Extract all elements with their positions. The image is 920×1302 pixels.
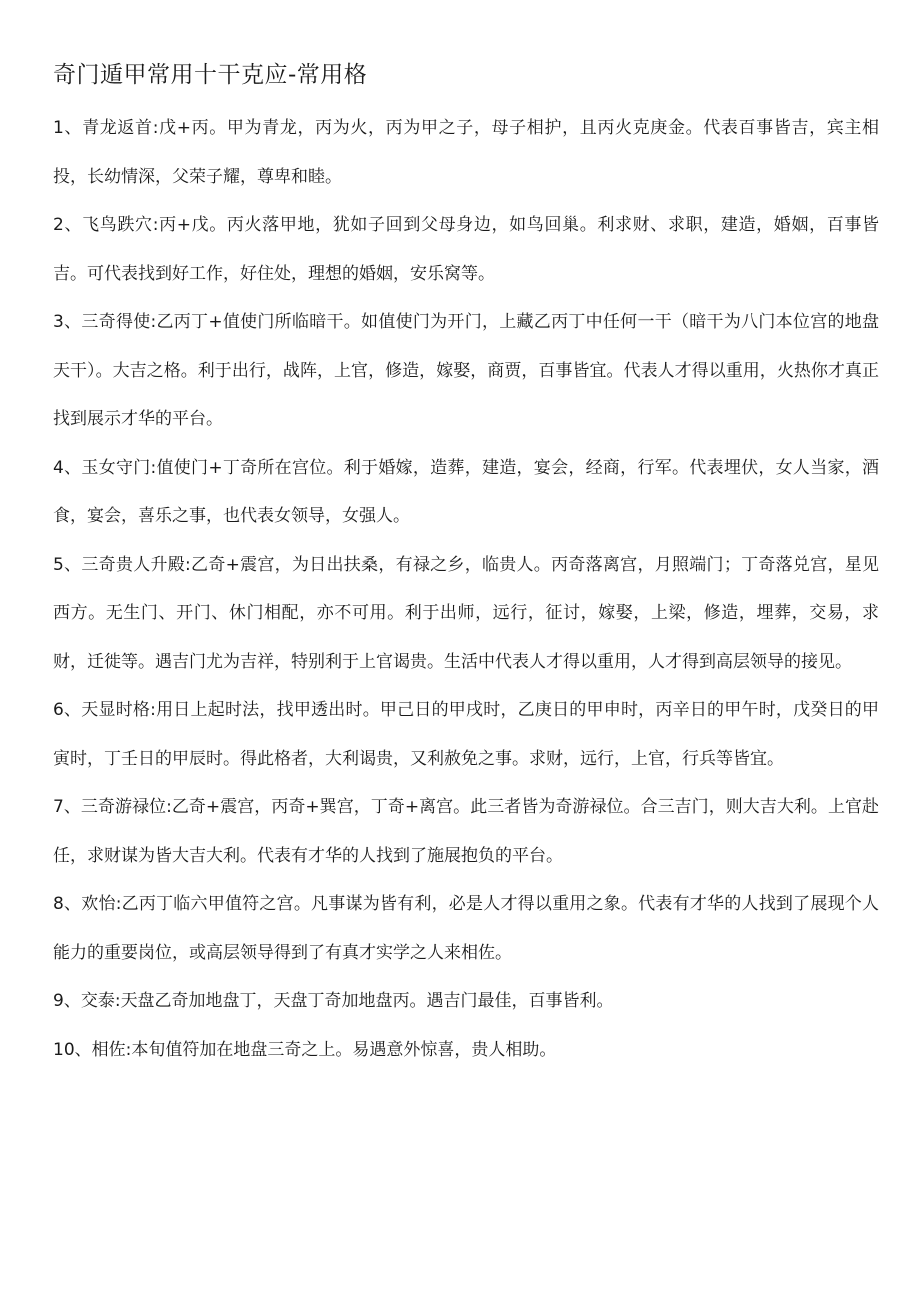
list-item xyxy=(53,686,879,783)
list-item xyxy=(53,104,879,201)
entry-number: 8 xyxy=(53,894,64,914)
list-item xyxy=(53,977,879,1026)
entry-number: 5 xyxy=(53,554,64,575)
entry-separator: 、 xyxy=(63,215,83,235)
entry-separator: 、 xyxy=(63,554,82,575)
entry-body: 本旬值符加在地盘三奇之上。易遇意外惊喜，贵人相助。 xyxy=(131,1039,557,1060)
list-item xyxy=(53,444,879,541)
entry-body: 乙奇+震宫，丙奇+巽宫，丁奇+离宫。此三者皆为奇游禄位。合三吉门，则大吉大利。上官赴任，求财谋为皆大吉大利。代表有才华的人找到了施展抱负的平台。 xyxy=(53,797,880,866)
entry-body: 乙丙丁临六甲值符之宫。凡事谋为皆有利，必是人才得以重用之象。代表有才华的人找到了展现个人能力的重要岗位，或高层领导得到了有真才实学之人来相佐。 xyxy=(53,894,880,963)
entry-separator: 、 xyxy=(63,894,82,914)
entry-colon: : xyxy=(150,457,157,478)
entry-separator: 、 xyxy=(63,457,82,478)
list-item xyxy=(53,201,879,298)
entry-separator: 、 xyxy=(63,991,81,1011)
document-page xyxy=(53,58,879,1074)
entry-name: 飞鸟跌穴 xyxy=(82,215,153,235)
entry-name: 相佐 xyxy=(91,1039,126,1060)
entry-number: 2 xyxy=(53,215,64,235)
entry-colon: : xyxy=(166,797,172,817)
entry-separator: 、 xyxy=(74,1039,92,1060)
entry-number: 4 xyxy=(53,457,64,478)
entry-name: 三奇得使 xyxy=(81,312,151,332)
entry-colon: : xyxy=(115,894,122,914)
list-item xyxy=(53,298,879,444)
entry-separator: 、 xyxy=(63,118,83,138)
entry-body: 用日上起时法，找甲透出时。甲己日的甲戌时，乙庚日的甲申时，丙辛日的甲午时，戊癸日的甲寅时，丁壬日的甲辰时。得此格者，大利谒贵，又利赦免之事。求财，远行，上官，行兵等皆宜。 xyxy=(53,700,880,769)
entry-body: 值使门+丁奇所在宫位。利于婚嫁，造葬，建造，宴会，经商，行军。代表埋伏，女人当家，酒食，宴会，喜乐之事，也代表女领导，女强人。 xyxy=(53,457,880,526)
entry-name: 玉女守门 xyxy=(81,457,151,478)
entry-number: 1 xyxy=(53,118,64,138)
entry-colon: : xyxy=(150,312,157,332)
entry-name: 天显时格 xyxy=(81,700,151,720)
entry-list xyxy=(53,104,879,1074)
entry-separator: 、 xyxy=(63,797,81,817)
entry-separator: 、 xyxy=(63,312,82,332)
entry-number: 6 xyxy=(53,700,64,720)
entry-name: 交泰 xyxy=(80,991,115,1011)
list-item xyxy=(53,880,879,977)
entry-separator: 、 xyxy=(63,700,82,720)
entry-body: 乙丙丁+值使门所临暗干。如值使门为开门，上藏乙丙丁中任何一干（暗干为八门本位宫的地盘天干）。大吉之格。利于出行，战阵，上官，修造，嫁娶，商贾，百事皆宜。代表人才得以重用，火热你才真正找到展示才华的平台。 xyxy=(53,312,880,429)
entry-body: 乙奇+震宫，为日出扶桑，有禄之乡，临贵人。丙奇落离宫，月照端门；丁奇落兑宫，星见西方。无生门、开门、休门相配，亦不可用。利于出师，远行，征讨，嫁娶，上梁，修造，埋葬，交易，求财，迁徙等。遇吉门尤为吉祥，特别利于上官谒贵。生活中代表人才得以重用，人才得到高层领导的接见。 xyxy=(53,554,880,672)
entry-body: 戊+丙。甲为青龙，丙为火，丙为甲之子，母子相护，且丙火克庚金。代表百事皆吉，宾主相投，长幼情深，父荣子耀，尊卑和睦。 xyxy=(53,118,880,187)
page-title: 奇门遁甲常用十干克应-常用格 xyxy=(53,62,368,88)
entry-colon: : xyxy=(114,991,121,1011)
entry-colon: : xyxy=(185,554,191,575)
entry-name: 欢怡 xyxy=(81,894,116,914)
entry-name: 三奇贵人升殿 xyxy=(81,554,186,575)
entry-colon: : xyxy=(150,700,156,720)
entry-colon: : xyxy=(125,1039,132,1060)
entry-colon: : xyxy=(152,215,159,235)
entry-number: 3 xyxy=(53,312,64,332)
list-item xyxy=(53,541,879,687)
entry-body: 天盘乙奇加地盘丁，天盘丁奇加地盘丙。遇吉门最佳，百事皆利。 xyxy=(120,991,614,1011)
list-item xyxy=(53,783,879,880)
entry-name: 三奇游禄位 xyxy=(80,797,167,817)
entry-name: 青龙返首 xyxy=(82,118,153,138)
entry-number: 10 xyxy=(53,1039,75,1060)
list-item xyxy=(53,1026,879,1075)
entry-number: 7 xyxy=(53,797,64,817)
entry-number: 9 xyxy=(53,991,64,1011)
entry-colon: : xyxy=(152,118,159,138)
entry-body: 丙+戊。丙火落甲地，犹如子回到父母身边，如鸟回巢。利求财、求职，建造，婚姻，百事皆吉。可代表找到好工作，好住处，理想的婚姻，安乐窝等。 xyxy=(53,215,880,284)
